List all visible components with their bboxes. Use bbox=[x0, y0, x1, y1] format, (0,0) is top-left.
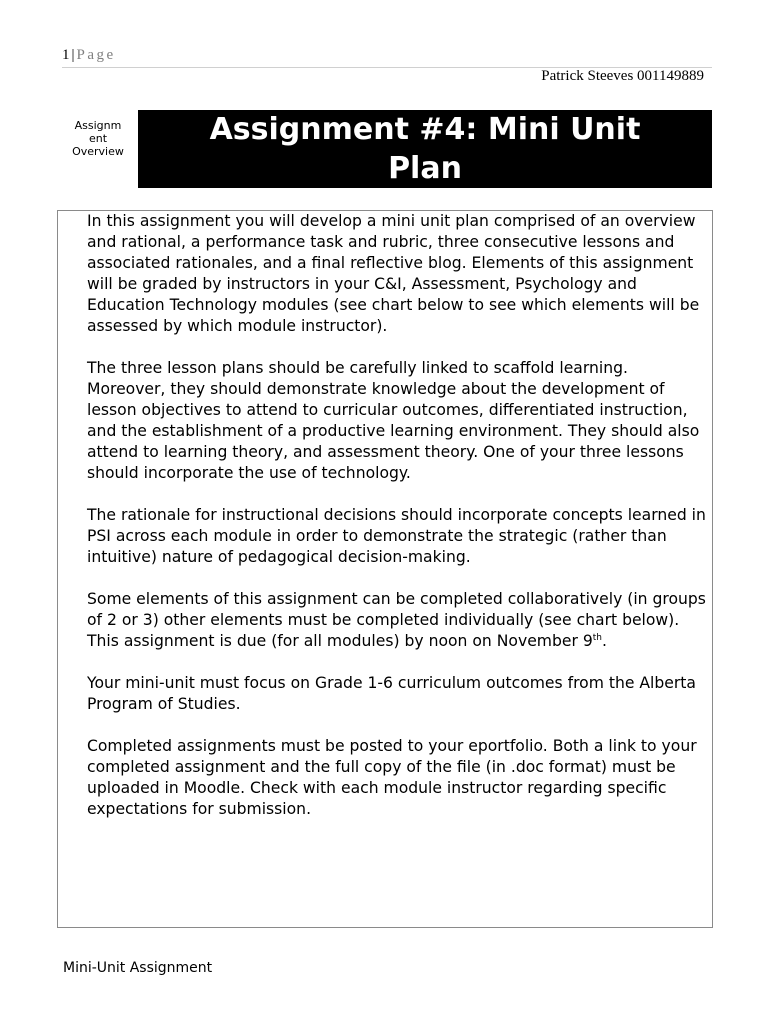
footer-label: Mini-Unit Assignment bbox=[63, 960, 213, 976]
page-number-value: 1 bbox=[62, 47, 70, 63]
author-id: Patrick Steeves 001149889 bbox=[541, 68, 704, 84]
side-label-line-1: Assignm bbox=[74, 119, 122, 132]
page-number bbox=[62, 47, 116, 64]
paragraph-due-date bbox=[87, 589, 706, 652]
paragraph-curriculum-focus: Your mini-unit must focus on Grade 1-6 curriculum outcomes from the Alberta Program of Studies. bbox=[87, 674, 696, 713]
due-date-text: Some elements of this assignment can be completed collaboratively (in groups of 2 or 3) other elements must be completed individually (see chart below). This assignment is due (for all modules) by noon on November 9 bbox=[87, 590, 706, 650]
paragraph-submission: Completed assignments must be posted to your eportfolio. Both a link to your completed assignment and the full copy of the file (in .doc format) must be uploaded in Moodle. Check with each module instructor regarding specific expectations for submission. bbox=[87, 737, 697, 818]
paragraph-rationale: The rationale for instructional decisions should incorporate concepts learned in PSI across each module in order to demonstrate the strategic (rather than intuitive) nature of pedagogical decision-making. bbox=[87, 506, 706, 566]
paragraph-intro: In this assignment you will develop a mini unit plan comprised of an overview and rational, a performance task and rubric, three consecutive lessons and associated rationales, and a final reflective blog. Elements of this assignment will be graded by instructors in your C&I, Assessment, Psychology and Education Technology modules (see chart below to see which elements will be assessed by which module instructor). bbox=[87, 212, 700, 335]
assignment-title-banner bbox=[138, 110, 712, 188]
side-label-line-2: ent bbox=[88, 132, 108, 145]
due-date-superscript: th bbox=[592, 632, 602, 643]
side-label-line-3: Overview bbox=[72, 145, 124, 158]
due-date-period: . bbox=[602, 632, 607, 650]
assignment-overview-box bbox=[57, 210, 713, 928]
title-line-2: Plan bbox=[388, 151, 462, 186]
title-line-1: Assignment #4: Mini Unit bbox=[209, 112, 641, 147]
paragraph-lesson-plans: The three lesson plans should be carefully linked to scaffold learning. Moreover, they should demonstrate knowledge about the development of lesson objectives to attend to curricular outcomes, differentiated instruction, and the establishment of a productive learning environment. They should also attend to learning theory, and assessment theory. One of your three lessons should incorporate the use of technology. bbox=[87, 359, 700, 482]
page-word: Page bbox=[76, 47, 116, 63]
page-number-separator: | bbox=[71, 47, 75, 63]
section-side-label bbox=[58, 119, 138, 158]
